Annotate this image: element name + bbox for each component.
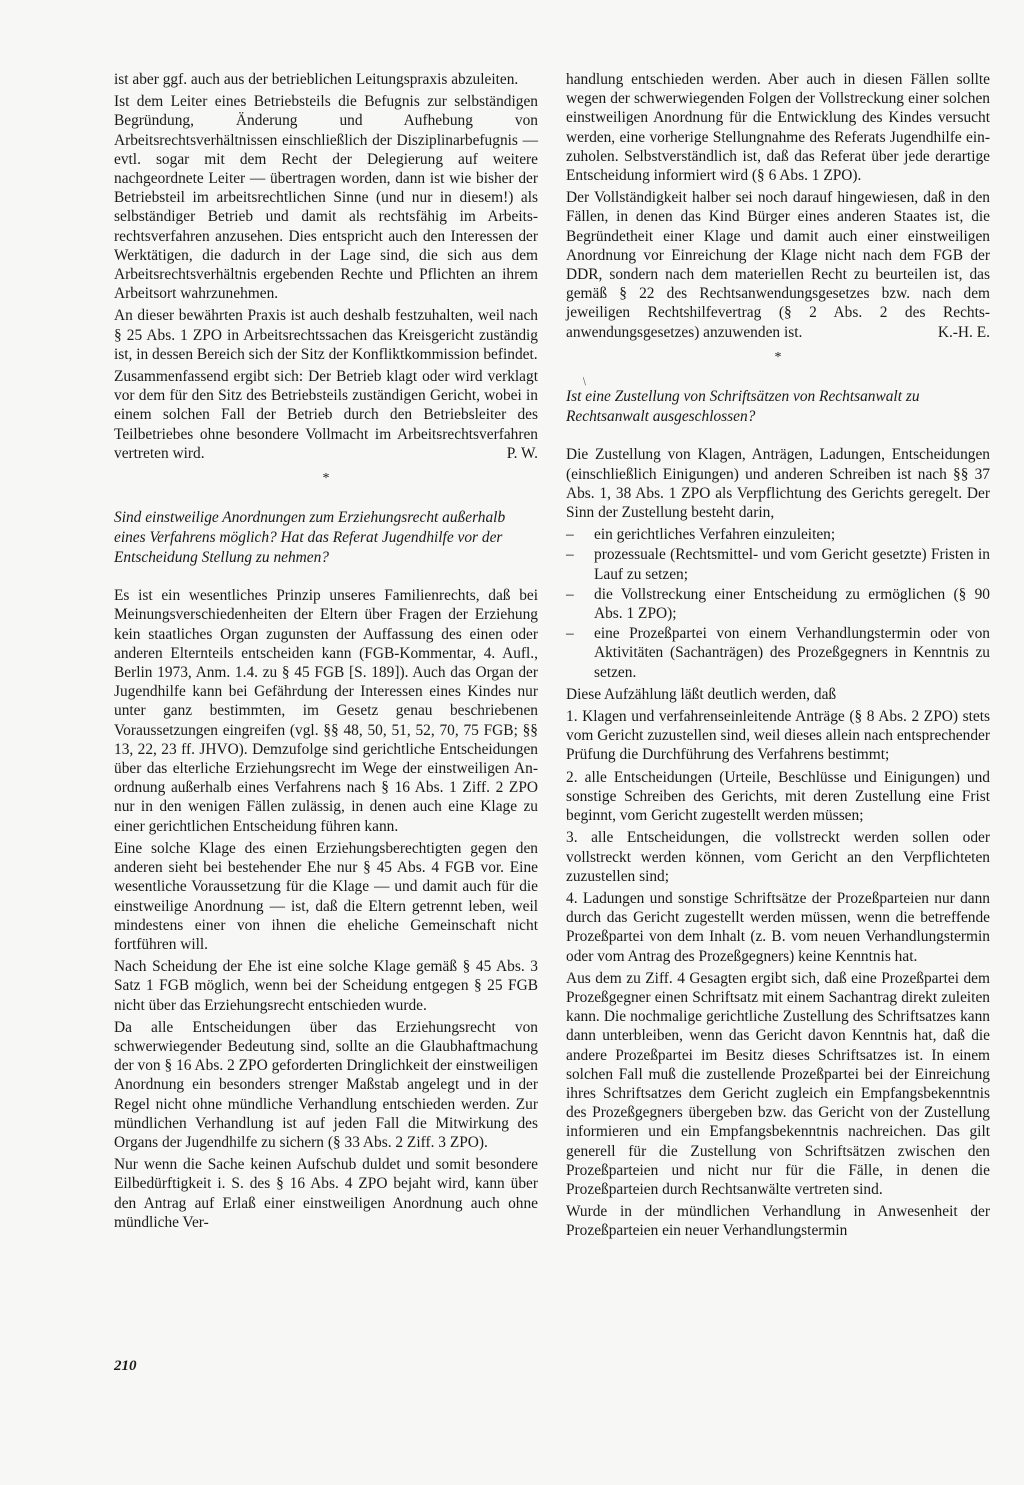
paragraph: Nach Scheidung der Ehe ist eine solche Klage gemäß § 45 Abs. 3 Satz 1 FGB möglich, wenn bei der Scheidung entgegen § 25 FGB nicht über das Erziehungsrecht entschieden wurde.: [114, 958, 538, 1014]
paragraph-text: Zusammenfassend ergibt sich: Der Betrieb klagt oder wird verklagt vor dem für den Sitz des Betriebsteils zuständigen Gericht, wobei in einem solchen Fall der Betrieb durch den Betriebsleiter des Teilbetriebes ohne besondere Vollmacht im Arbeitsrechtsverfahren vertreten wird.: [114, 368, 538, 462]
paragraph: Die Zustellung von Klagen, Anträgen, Ladungen, Entscheidungen (einschließlich Einigungen) und anderen Schreiben ist nach §§ 37 Abs. 1, 38 Abs. 1 ZPO als Verpflichtung des Gerichts geregelt. Der Sinn der Zustellung besteht darin,: [566, 446, 990, 522]
list-item: – eine Prozeßpartei von einem Verhandlungstermin oder von Aktivitäten (Sachanträgen) des Prozeßgegners in Kenntnis zu setzen.: [566, 624, 990, 682]
paragraph: Nur wenn die Sache keinen Aufschub duldet und somit besondere Eilbedürftigkeit i. S. des § 16 Abs. 4 ZPO bejaht wird, kann über den Antrag auf Erlaß einer einstweiligen Anordnung auch ohne mündliche Ver-: [114, 1156, 538, 1231]
list-item: – prozessuale (Rechtsmittel- und vom Gericht gesetzte) Fristen in Lauf zu setzen;: [566, 545, 990, 583]
list-item: 1. Klagen und verfahrenseinleitende Anträge (§ 8 Abs. 2 ZPO) stets vom Gericht zuzustellen sind, weil dieses allein nach entsprechender Prüfung die Durchführung des Verfahrens bestimmt;: [566, 708, 990, 764]
section-question-heading: Ist eine Zustellung von Schriftsätzen von Rechtsanwalt zu Rechtsanwalt ausgeschlossen?: [566, 388, 920, 425]
list-item: 3. alle Entscheidungen, die vollstreckt werden sollen oder vollstreckt werden können, vom Gericht an den Verpflichteten zuzustellen sind;: [566, 829, 990, 885]
list-item: 4. Ladungen und sonstige Schriftsätze der Prozeßparteien nur dann durch das Gericht zugestellt werden müssen, wenn die betreffende Prozeßpartei von dem Inhalt (z. B. vom neuen Verhandlungstermin oder vom Antrag des Prozeßgegners) keine Kenntnis hat.: [566, 889, 990, 965]
paragraph: [566, 188, 990, 342]
author-signature: P. W.: [506, 445, 538, 463]
paragraph: ist aber ggf. auch aus der betrieblichen Leitungspraxis abzuleiten.: [114, 71, 519, 88]
list-item: – die Vollstreckung einer Entscheidung zu ermöglichen (§ 90 Abs. 1 ZPO);: [566, 585, 990, 623]
paragraph: Wurde in der mündlichen Verhandlung in Anwesenheit der Prozeßparteien ein neuer Verhandlungstermin: [566, 1203, 990, 1240]
pencil-mark: /: [579, 374, 590, 388]
left-column: [114, 70, 538, 1235]
section-separator: *: [322, 471, 330, 487]
paragraph: Diese Aufzählung läßt deutlich werden, daß: [566, 685, 837, 703]
paragraph: Da alle Entscheidungen über das Erziehungsrecht von schwerwiegender Bedeutung sind, sollte an die Glaubhaftmachung der von § 16 Abs. 2 ZPO geforderten Dringlichkeit der einstweiligen Anordnung ein besonders strenger Maßstab angelegt und in der Regel nicht ohne mündliche Verhandlung entschieden werden. Zur mündlichen Verhandlung ist auf jeden Fall die Mitwirkung des Organs der Jugendhilfe zu sichern (§ 33 Abs. 2 Ziff. 3 ZPO).: [114, 1018, 538, 1151]
paragraph: Es ist ein wesentliches Prinzip unseres Familienrechts, daß bei Meinungsverschiedenheiten der Eltern über Fragen der Erziehung kein staatliches Organ zugunsten der Auffassung des einen oder anderen Elternteils entscheiden kann (FGB-Kommentar, 4. Aufl., Berlin 1973, Anm. 1.4. zu § 45 FGB [S. 189]). Auch das Organ der Jugendhilfe kann bei Gefährdung der Interessen eines Kindes nur unter ganz bestimmten, im Gesetz genau beschriebenen Voraussetzungen eingreifen (vgl. §§ 48, 50, 51, 52, 70, 75 FGB; §§ 13, 22, 23 ff. JHVO). Demzufolge sind gerichtliche Entscheidungen über das elterliche Erziehungsrecht im Wege der einstweiligen Anordnung außerhalb eines Verfahrens nach § 16 Abs. 1 Ziff. 2 ZPO nur in den wenigen Fällen zulässig, in denen auch eine Klage zu einer gerichtlichen Entscheidung führen kann.: [114, 587, 538, 835]
section-question-heading: Sind einstweilige Anordnungen zum Erziehungsrecht außerhalb eines Verfahrens möglich? Hat das Referat Jugendhilfe vor der Entscheidung Stellung zu nehmen?: [114, 509, 506, 566]
numbered-list: [566, 707, 990, 966]
dash-list: [566, 525, 990, 682]
list-item: 2. alle Entscheidungen (Urteile, Beschlüsse und Einigungen) und sonstige Schreiben des Gerichts, mit deren Zustellung eine Frist beginnt, vom Gericht zugestellt werden müssen;: [566, 768, 990, 825]
paragraph-text: Der Vollständigkeit halber sei noch darauf hingewiesen, daß in den Fällen, in denen das Kind Bürger eines anderen Staates ist, die Begründetheit einer Klage und damit auch einer einstweiligen Anordnung vor Einreichung der Klage nicht nach dem FGB der DDR, sondern nach dem materiellen Recht zu beurteilen ist, das gemäß § 22 des Rechtsanwendungsgesetzes bzw. nach dem jeweiligen Rechtshilfevertrag (§ 2 Abs. 2 des Rechtsanwendungsgesetzes) anzuwenden ist.: [566, 189, 990, 341]
paragraph: Ist dem Leiter eines Betriebsteils die Befugnis zur selbständigen Begründung, Änderung und Aufhebung von Arbeitsrechtsverhältnissen einschließlich der Disziplinarbefugnis — evtl. sogar mit dem Recht der Delegierung auf weitere nachgeordnete Leiter — übertragen worden, dann ist wie bisher der Betriebsteil im arbeitsrechtlichen Sinne (und nur in diesem!) als selbständiger Betrieb und damit als rechtsfähig im Arbeitsrechtsverfahren anzusehen. Dies entspricht auch den Interessen der Werktätigen, die dadurch in der Lage sind, die sich aus dem Arbeitsrechtsverhältnis ergebenden Rechte und Pflichten an ihrem Arbeitsort wahrzunehmen.: [114, 93, 538, 303]
right-column: [566, 70, 990, 1244]
author-signature: K.-H. E.: [937, 323, 990, 341]
section-separator: *: [774, 350, 782, 366]
paragraph: handlung entschieden werden. Aber auch in diesen Fällen sollte wegen der schwerwiegenden Folgen der Vollstreckung einer solchen einstweiligen Anordnung für die Entwicklung des Kindes versucht werden, eine vorherige Stellungnahme des Referats Jugendhilfe einzuholen. Selbstverständlich ist, daß das Referat über jede derartige Entscheidung informiert wird (§ 6 Abs. 1 ZPO).: [566, 71, 990, 185]
paragraph: [114, 367, 538, 463]
paragraph: Eine solche Klage des einen Erziehungsberechtigten gegen den anderen sieht bei bestehender Ehe nur § 45 Abs. 4 FGB vor. Eine wesentliche Voraussetzung für die Klage — und damit auch für die einstweilige Anordnung — ist, daß die Eltern getrennt leben, weil mindestens einer von ihnen die eheliche Gemeinschaft nicht fortführen will.: [114, 839, 538, 953]
page-number: 210: [114, 1358, 137, 1374]
paragraph: An dieser bewährten Praxis ist auch deshalb festzuhalten, weil nach § 25 Abs. 1 ZPO in Arbeitsrechtssachen das Kreisgericht zuständig ist, in dessen Bereich sich der Sitz der Konfliktkommission befindet.: [114, 307, 538, 363]
list-item: – ein gerichtliches Verfahren einzuleiten;: [566, 525, 990, 544]
paragraph: Aus dem zu Ziff. 4 Gesagten ergibt sich, daß eine Prozeßpartei dem Prozeßgegner einen Schriftsatz mit einem Sachantrag direkt zuleiten kann. Die nochmalige gerichtliche Zustellung des Schriftsatzes kann dann unterbleiben, wenn das Gericht davon Kenntnis hat, daß die andere Prozeßpartei im Besitz dieses Schriftsatzes ist. In einem solchen Fall muß die zustellende Prozeßpartei bei der Einreichung ihres Schriftsatzes dem Gericht zugleich ein Empfangsbekenntnis des Prozeßgegners übergeben bzw. das Gericht von der Zustellung informieren und ein Empfangsbekenntnis nachreichen. Das gilt generell für die Zustellung von Schriftsätzen zwischen den Prozeßparteien und nicht nur für die Fälle, in denen die Prozeßparteien durch Rechtsanwälte vertreten sind.: [566, 969, 990, 1198]
